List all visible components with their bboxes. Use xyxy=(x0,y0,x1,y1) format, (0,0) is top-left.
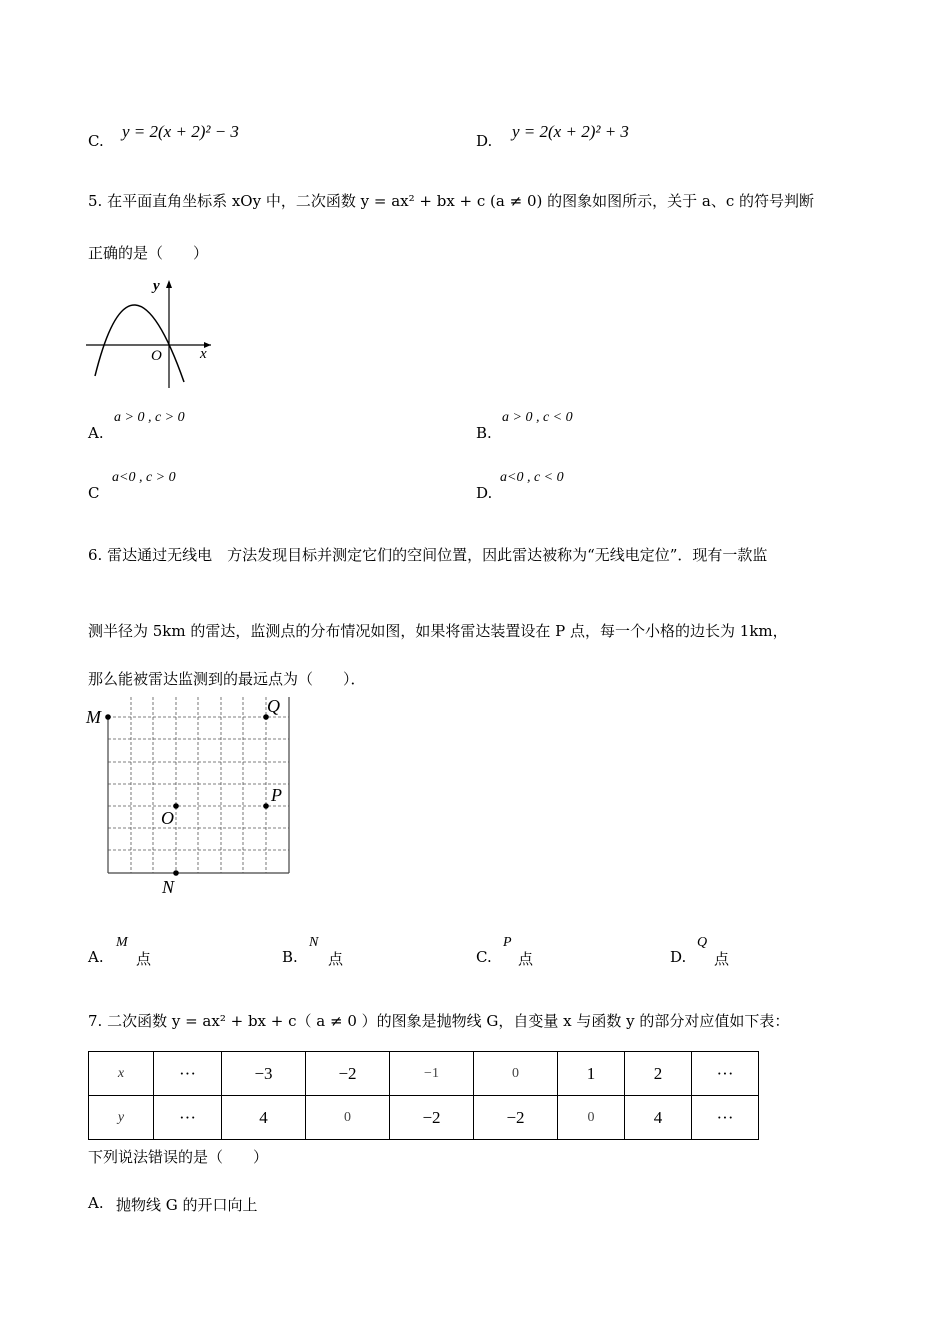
table-cell: ··· xyxy=(154,1096,222,1140)
q6-option-c-label: C. xyxy=(476,948,492,966)
point-p xyxy=(263,803,269,809)
grid-dashed-lines xyxy=(108,697,289,873)
option-c-expr: y = 2(x + 2)² − 3 xyxy=(122,122,239,141)
table-cell: −2 xyxy=(474,1096,558,1140)
table-cell: −3 xyxy=(222,1052,306,1096)
y-axis-label: y xyxy=(153,278,160,294)
table-cell: −2 xyxy=(390,1096,474,1140)
table-row-x xyxy=(89,1052,759,1096)
table-cell: 1 xyxy=(558,1052,625,1096)
q6-option-b-text: 点 xyxy=(328,950,344,968)
y-axis-arrow xyxy=(166,280,172,288)
point-m xyxy=(105,714,111,720)
q6-text-line1: 6. 雷达通过无线电 方法发现目标并测定它们的空间位置，因此雷达被称为“无线电定位”．现有一款监 xyxy=(88,546,768,564)
table-cell: 4 xyxy=(625,1096,692,1140)
q6-text-line3: 那么能被雷达监测到的最远点为（ ）． xyxy=(88,670,366,688)
q5-option-d-expr: a<0 , c < 0 xyxy=(500,470,564,485)
table-cell: ··· xyxy=(692,1052,759,1096)
q5-option-c-label: C xyxy=(88,484,100,502)
q5-option-b-label: B. xyxy=(476,424,492,442)
table-row-y xyxy=(89,1096,759,1140)
q6-option-b-label: B. xyxy=(282,948,298,966)
table-header-y: y xyxy=(89,1096,154,1140)
point-n-label: N xyxy=(162,877,175,897)
q7-text-line1: 7. 二次函数 y = ax² + bx + c（ a ≠ 0 ）的图象是抛物线 G，自变量 x 与函数 y 的部分对应值如下表： xyxy=(88,1012,790,1030)
q5-option-b-expr: a > 0 , c < 0 xyxy=(502,410,573,425)
q6-option-d-var: Q xyxy=(697,935,708,950)
q6-text-line2: 测半径为 5km 的雷达，监测点的分布情况如图，如果将雷达装置设在 P 点，每一个小格的边长为 1km， xyxy=(88,622,788,640)
origin-label: O xyxy=(151,348,162,364)
table-cell: −1 xyxy=(390,1052,474,1096)
q7-option-a-label: A. xyxy=(88,1194,104,1212)
point-o-label: O xyxy=(161,808,174,828)
q7-option-a-text: 抛物线 G 的开口向上 xyxy=(116,1196,258,1214)
q6-option-a-text: 点 xyxy=(136,950,152,968)
option-d-label: D. xyxy=(476,132,493,150)
table-cell: 2 xyxy=(625,1052,692,1096)
q5-option-c-expr: a<0 , c > 0 xyxy=(112,470,176,485)
q5-parabola-graph xyxy=(86,276,216,391)
table-cell: ··· xyxy=(692,1096,759,1140)
q6-option-a-label: A. xyxy=(88,948,104,966)
parabola-curve xyxy=(95,305,184,382)
q5-text-line1: 5. 在平面直角坐标系 xOy 中，二次函数 y = ax² + bx + c (a ≠ 0) 的图象如图所示，关于 a、c 的符号判断 xyxy=(88,192,814,210)
table-cell: 0 xyxy=(558,1096,625,1140)
table-cell: −2 xyxy=(306,1052,390,1096)
q5-option-a-expr: a > 0 , c > 0 xyxy=(114,410,185,425)
table-cell: ··· xyxy=(154,1052,222,1096)
q7-text-line2: 下列说法错误的是（ ） xyxy=(88,1148,269,1166)
option-d-expr: y = 2(x + 2)² + 3 xyxy=(512,122,629,141)
table-cell: 0 xyxy=(474,1052,558,1096)
point-o xyxy=(173,803,179,809)
point-m-label: M xyxy=(86,707,101,727)
q6-option-d-label: D. xyxy=(670,948,687,966)
q7-value-table xyxy=(88,1051,759,1140)
q6-option-a-var: M xyxy=(116,935,128,950)
q6-option-c-var: P xyxy=(503,935,512,950)
q6-radar-grid xyxy=(80,692,310,902)
q5-text-line2: 正确的是（ ） xyxy=(88,244,209,262)
table-cell: 4 xyxy=(222,1096,306,1140)
q6-option-c-text: 点 xyxy=(518,950,534,968)
q5-option-a-label: A. xyxy=(88,424,104,442)
point-n xyxy=(173,870,179,876)
point-q-label: Q xyxy=(267,696,280,716)
q6-option-b-var: N xyxy=(309,935,319,950)
point-p-label: P xyxy=(271,785,282,805)
table-header-x: x xyxy=(89,1052,154,1096)
x-axis-label: x xyxy=(200,346,207,362)
q6-option-d-text: 点 xyxy=(714,950,730,968)
table-cell: 0 xyxy=(306,1096,390,1140)
q5-option-d-label: D. xyxy=(476,484,493,502)
option-c-label: C. xyxy=(88,132,104,150)
